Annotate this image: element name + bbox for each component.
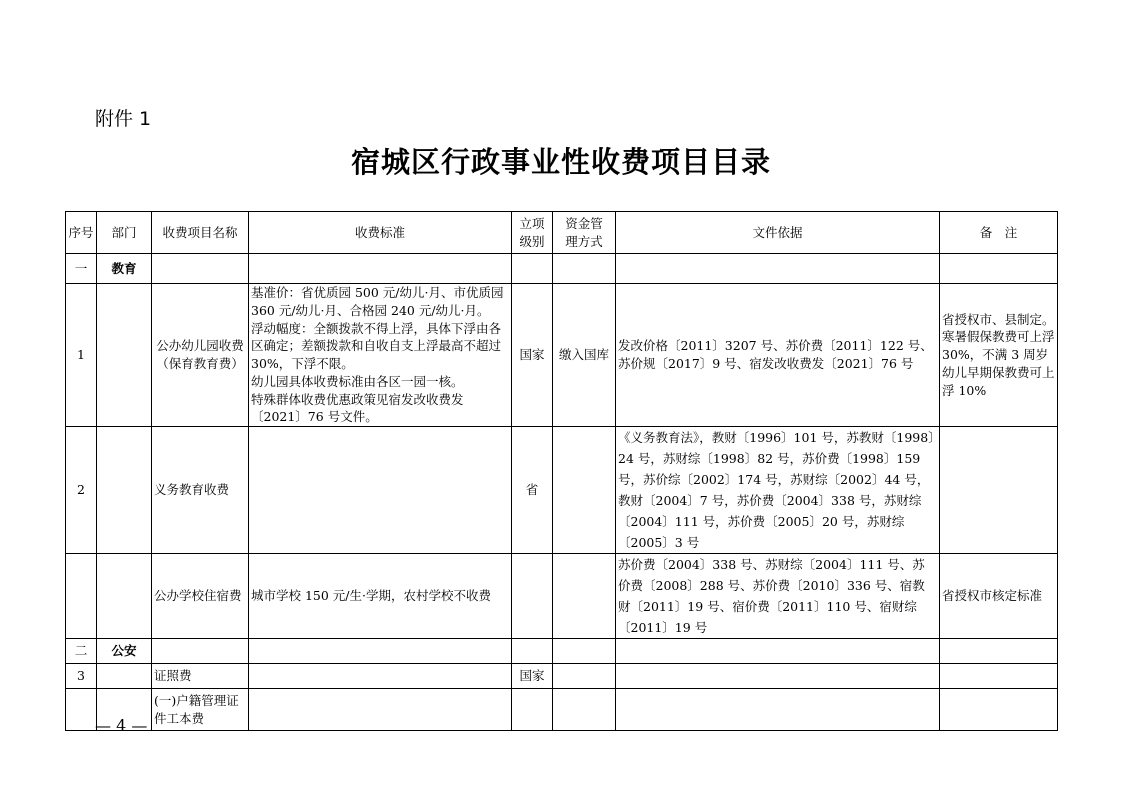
page-title: 宿城区行政事业性收费项目目录 [350,145,771,179]
table-row [66,554,1058,639]
attachment-label: 附件 1 [95,108,152,130]
row-standard: 城市学校 150 元/生·学期，农村学校不收费 [249,554,512,639]
section-number: 二 [66,639,97,664]
header-funds-line2: 理方式 [565,233,603,249]
header-dept: 部门 [97,212,152,254]
table-row [66,689,1058,731]
table-header-row [66,212,1058,254]
row-basis: 《义务教育法》，教财〔1996〕101 号，苏教财〔1998〕24 号，苏财综〔1998〕82 号，苏价费〔1998〕159 号，苏价综〔2002〕174 号，苏财综〔2002〕44 号，教财〔2004〕7 号，苏价费〔2004〕338 号，苏财综〔2004〕111 号，苏价费〔2005〕20 号，苏财综〔2005〕3 号 [616,427,940,554]
standard-line: 浮动幅度：全额拨款不得上浮，具体下浮由各区确定；差额拨款和自收自支上浮最高不超过 30%，下浮不限。 [251,320,502,371]
row-basis: 苏价费〔2004〕338 号、苏财综〔2004〕111 号、苏价费〔2008〕288 号、苏价费〔2010〕336 号、宿教财〔2011〕19 号、宿价费〔2011〕110 号、宿财综〔2011〕19 号 [616,554,940,639]
row-level: 国家 [512,664,553,689]
standard-line: 幼儿园具体收费标准由各区一园一核。 [251,373,464,389]
row-standard [249,284,512,427]
table-row [66,427,1058,554]
table-row [66,664,1058,689]
table-row [66,284,1058,427]
row-seq: 1 [66,284,97,427]
standard-line: 基准价：省优质园 500 元/幼儿·月、市优质园 360 元/幼儿·月、合格园 240 元/幼儿·月。 [251,285,504,318]
row-level: 国家 [512,284,553,427]
section-dept: 公安 [97,639,152,664]
header-funds [553,212,616,254]
row-item-name: 义务教育收费 [152,427,249,554]
header-item: 收费项目名称 [152,212,249,254]
standard-line: 特殊群体收费优惠政策见宿发改收费发〔2021〕76 号文件。 [251,391,464,425]
row-basis: 发改价格〔2011〕3207 号、苏价费〔2011〕122 号、苏价规〔2017〕9 号、宿发改收费发〔2021〕76 号 [616,284,940,427]
header-seq: 序号 [66,212,97,254]
header-remark: 备 注 [940,212,1058,254]
row-remark: 省授权市、县制定。寒暑假保教费可上浮 30%，不满 3 周岁幼儿早期保教费可上浮 10% [940,284,1058,427]
row-item-name [152,689,249,731]
header-standard: 收费标准 [249,212,512,254]
row-level: 省 [512,427,553,554]
row-item-name: 证照费 [152,664,249,689]
page-number: — 4 — [95,716,148,735]
row-seq: 2 [66,427,97,554]
row-remark: 省授权市核定标准 [940,554,1058,639]
section-row-public-security [66,639,1058,664]
header-basis: 文件依据 [616,212,940,254]
header-level-line2: 级别 [519,233,545,249]
item-name-line1: (一)户籍管理证 [154,692,239,708]
row-item-name: 公办学校住宿费 [152,554,249,639]
section-row-education [66,254,1058,284]
section-number: 一 [66,254,97,284]
fee-table [65,211,1058,731]
item-name-line2: 件工本费 [154,710,205,726]
header-funds-line1: 资金管 [565,215,603,231]
row-seq: 3 [66,664,97,689]
row-funds: 缴入国库 [553,284,616,427]
section-dept: 教育 [97,254,152,284]
row-item-name: 公办幼儿园收费（保育教育费） [152,284,249,427]
header-level-line1: 立项 [519,215,545,231]
header-level [512,212,553,254]
